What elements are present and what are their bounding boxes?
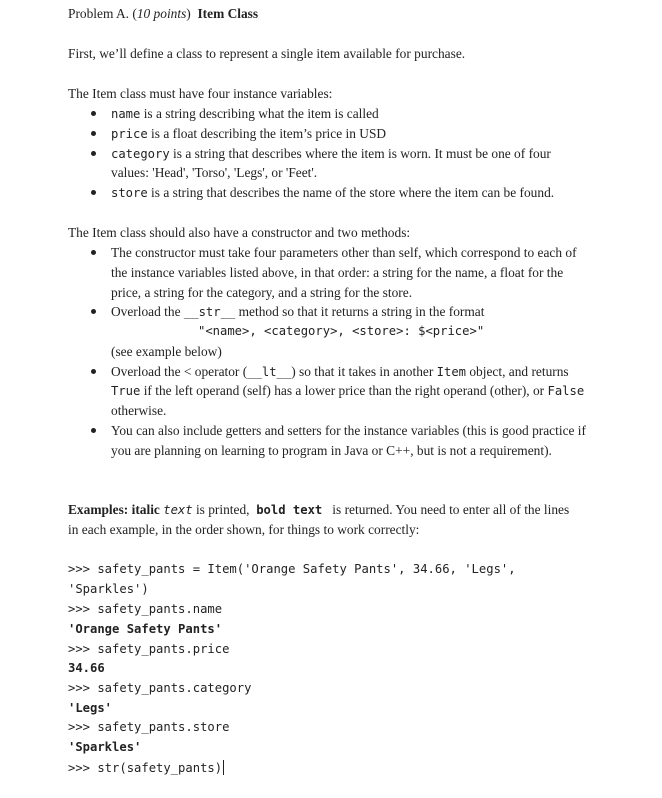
code-output-store: 'Sparkles' bbox=[68, 740, 142, 754]
ex-mid2: is returned. You need to enter all of the lines bbox=[328, 502, 570, 517]
code-line-3: >>> safety_pants.name bbox=[68, 602, 223, 616]
var-item-price bbox=[111, 124, 386, 144]
ex-mid1: is printed, bbox=[192, 502, 250, 517]
bullet-icon bbox=[91, 369, 96, 374]
str-method-line bbox=[111, 302, 484, 322]
code-output-price: 34.66 bbox=[68, 661, 105, 675]
bold-sample: bold text bbox=[256, 503, 323, 517]
str-format: "<name>, <category>, <store>: $<price>" bbox=[198, 324, 485, 338]
points-label: 10 points bbox=[136, 6, 187, 21]
lt-post: ) so that it takes in another bbox=[291, 364, 437, 379]
lt-code: __lt__ bbox=[247, 365, 292, 379]
examples-heading bbox=[68, 500, 569, 520]
problem-title: Item Class bbox=[197, 6, 259, 21]
code-line-9: >>> safety_pants.store bbox=[68, 720, 230, 734]
vars-lead: The Item class must have four instance variables: bbox=[68, 86, 333, 101]
code-line-2: 'Sparkles') bbox=[68, 582, 149, 596]
var-desc: is a string that describes the name of the store where the item can be found. bbox=[147, 185, 555, 200]
lt-post2: object, and returns bbox=[466, 364, 569, 379]
lt-method-line bbox=[111, 362, 569, 382]
bullet-icon bbox=[91, 151, 96, 156]
var-code: name bbox=[111, 107, 141, 121]
code-line-5: >>> safety_pants.price bbox=[68, 642, 230, 656]
str-code: __str__ bbox=[183, 305, 236, 319]
false-code: False bbox=[547, 384, 585, 398]
var-desc: is a string that describes where the item is worn. It must be one of four bbox=[169, 146, 551, 161]
examples-label: Examples: italic bbox=[68, 502, 160, 517]
str-post: method so that it returns a string in the format bbox=[235, 304, 485, 319]
ctor-line-2: the instance variables listed above, in that order: a string for the name, a float for the bbox=[111, 265, 564, 280]
code-output-category: 'Legs' bbox=[68, 701, 113, 715]
bullet-icon bbox=[91, 309, 96, 314]
var-item-category bbox=[111, 144, 551, 164]
str-pre: Overload the bbox=[111, 304, 184, 319]
var-code: store bbox=[111, 186, 148, 200]
examples-line-2: in each example, in the order shown, for things to work correctly: bbox=[68, 522, 420, 537]
item-code: Item bbox=[436, 365, 466, 379]
paren: ) bbox=[186, 6, 191, 21]
text-cursor bbox=[223, 760, 224, 775]
var-desc: is a float describing the item’s price in USD bbox=[147, 126, 387, 141]
var-item-name bbox=[111, 104, 379, 124]
italic-sample: text bbox=[163, 503, 193, 517]
true-code: True bbox=[111, 384, 141, 398]
problem-label: Problem A. ( bbox=[68, 6, 137, 21]
bullet-icon bbox=[91, 111, 96, 116]
bullet-icon bbox=[91, 428, 96, 433]
intro-text: First, we’ll define a class to represent a single item available for purchase. bbox=[68, 46, 466, 61]
bullet-icon bbox=[91, 131, 96, 136]
bullet-icon bbox=[91, 190, 96, 195]
lt-method-line-3: otherwise. bbox=[111, 403, 167, 418]
str-note: (see example below) bbox=[111, 344, 222, 359]
lt2-mid: if the left operand (self) has a lower price than the right operand (other), or bbox=[140, 383, 548, 398]
problem-heading bbox=[68, 4, 258, 23]
var-item-category-cont: values: 'Head', 'Torso', 'Legs', or 'Feet'. bbox=[111, 165, 318, 180]
var-item-store bbox=[111, 183, 554, 203]
code-line-11-wrap bbox=[68, 758, 224, 778]
var-desc: is a string describing what the item is called bbox=[140, 106, 379, 121]
code-line-7: >>> safety_pants.category bbox=[68, 681, 252, 695]
code-line-11: >>> str(safety_pants) bbox=[68, 761, 223, 775]
lt-pre: Overload the < operator ( bbox=[111, 364, 248, 379]
getters-line-1: You can also include getters and setters for the instance variables (this is good practice if bbox=[111, 423, 586, 438]
methods-lead: The Item class should also have a constructor and two methods: bbox=[68, 225, 411, 240]
ctor-line-1: The constructor must take four parameters other than self, which correspond to each of bbox=[111, 245, 577, 260]
code-line-1: >>> safety_pants = Item('Orange Safety Pants', 34.66, 'Legs', bbox=[68, 562, 516, 576]
getters-line-2: you are planning on learning to program in Java or C++, but is not a requirement). bbox=[111, 443, 552, 458]
ctor-line-3: price, a string for the category, and a string for the store. bbox=[111, 285, 413, 300]
var-code: category bbox=[111, 147, 170, 161]
bullet-icon bbox=[91, 250, 96, 255]
lt-method-line-2 bbox=[111, 381, 584, 401]
var-code: price bbox=[111, 127, 148, 141]
code-output-name: 'Orange Safety Pants' bbox=[68, 622, 223, 636]
